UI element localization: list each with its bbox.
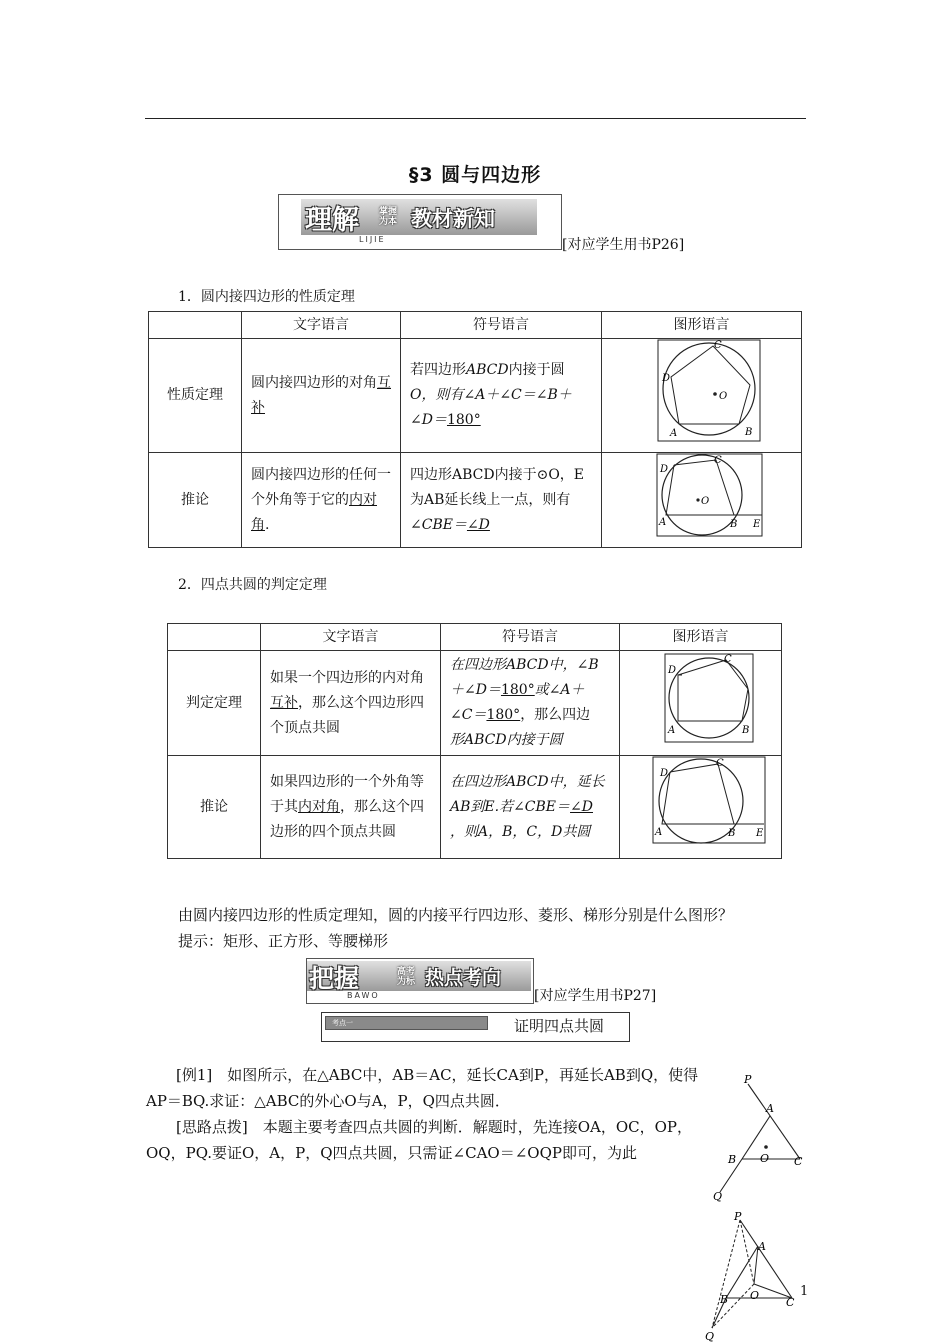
figure-concyclic-corollary (652, 756, 766, 844)
text-language-cell: 圆内接四边形的对角互补 (242, 339, 401, 453)
figure-exterior-angle (656, 453, 763, 537)
table-header-cell (168, 624, 261, 651)
center-label: O (719, 391, 728, 402)
text-language-cell: 如果四边形的一个外角等于其内对角，那么这个四边形的四个顶点共圆 (261, 756, 441, 859)
svg-text:D: D (660, 464, 669, 475)
row-label: 判定定理 (168, 651, 261, 756)
figure-concyclic-criterion (664, 653, 754, 743)
student-book-reference: [对应学生用书P26] (562, 237, 685, 253)
table-header-cell: 文字语言 (242, 312, 401, 339)
symbol-language-cell: 在四边形ABCD中，延长AB到E.若∠CBE＝∠D ，则A，B，C，D共圆 (441, 756, 620, 859)
row-label: 推论 (168, 756, 261, 859)
topic-tag: 考点一 (325, 1016, 488, 1030)
page-number: 1 (800, 1284, 809, 1299)
question-text: 由圆内接四边形的性质定理知，圆的内接平行四边形、菱形、梯形分别是什么图形？ (178, 906, 734, 924)
table-header-cell: 图形语言 (620, 624, 782, 651)
svg-text:C: C (786, 1296, 795, 1309)
svg-text:B: B (742, 725, 750, 736)
svg-text:O: O (760, 1152, 770, 1165)
svg-text:A: A (758, 1240, 766, 1253)
svg-text:P: P (744, 1073, 752, 1086)
svg-text:D: D (668, 665, 677, 676)
table-header-cell: 符号语言 (441, 624, 620, 651)
svg-text:C: C (716, 758, 724, 769)
page-title: §3 圆与四边形 (408, 164, 542, 186)
symbol-language-cell: 若四边形ABCD内接于圆 O，则有∠A＋∠C＝∠B＋ ∠D＝180° (401, 339, 602, 453)
svg-text:Q: Q (713, 1190, 723, 1203)
svg-text:O: O (750, 1289, 760, 1302)
svg-text:Q: Q (705, 1330, 715, 1343)
svg-text:A: A (655, 827, 663, 838)
svg-text:D: D (660, 768, 669, 779)
idea-text: [思路点拨] 本题主要考查四点共圆的判断．解题时，先连接OA，OC，OP，OQ，PQ.要证O，A，P，Q四点共圆，只需证∠CAO＝∠OQP即可，为此 (146, 1118, 693, 1162)
svg-text:C: C (794, 1155, 803, 1168)
vertex-label: B (745, 427, 753, 438)
text-language-cell: 圆内接四边形的任何一个外角等于它的内对角. (242, 453, 401, 548)
svg-text:B: B (728, 1153, 737, 1166)
topic-title: 证明四点共圆 (514, 1017, 605, 1035)
vertex-label: C (714, 340, 722, 351)
row-label: 推论 (149, 453, 242, 548)
row-label: 性质定理 (149, 339, 242, 453)
section-banner-grasp: 把握 高考 为标 热点考向 BAWO (306, 958, 534, 1004)
section-heading-1: 1．圆内接四边形的性质定理 (178, 289, 355, 305)
svg-text:E: E (753, 519, 761, 530)
section-banner-understand: 理解 掌握 为本 教材新知 LIJIE (278, 194, 562, 250)
topic-box (321, 1012, 630, 1042)
example-text: [例1] 如图所示，在△ABC中，AB＝AC，延长CA到P，再延长AB到Q，使得AP＝BQ.求证：△ABC的外心O与A，P，Q四点共圆． (146, 1066, 699, 1110)
section-heading-2: 2．四点共圆的判定定理 (178, 577, 327, 593)
symbol-language-cell: 四边形ABCD内接于⊙O，E为AB延长线上一点，则有 ∠CBE＝∠D (401, 453, 602, 548)
svg-text:B: B (720, 1293, 729, 1306)
symbol-language-cell: 在四边形ABCD中，∠B ＋∠D＝180°或∠A＋ ∠C＝180°，那么四边 形ABCD内接于圆 (441, 651, 620, 756)
svg-text:A: A (659, 517, 667, 528)
table-header-cell: 图形语言 (602, 312, 802, 339)
svg-text:O: O (701, 496, 710, 507)
figure-example-solution (700, 1210, 800, 1344)
figure-example-triangle (708, 1070, 808, 1205)
svg-text:E: E (756, 828, 764, 839)
table-header-cell (149, 312, 242, 339)
svg-text:P: P (734, 1210, 742, 1223)
vertex-label: D (662, 373, 671, 384)
svg-text:A: A (766, 1102, 774, 1115)
table-header-cell: 符号语言 (401, 312, 602, 339)
svg-text:B: B (730, 519, 738, 530)
vertex-label: A (670, 428, 678, 439)
svg-text:C: C (714, 455, 722, 466)
svg-text:A: A (668, 725, 676, 736)
text-language-cell: 如果一个四边形的内对角互补，那么这个四边形四个顶点共圆 (261, 651, 441, 756)
header-rule (145, 118, 806, 119)
svg-text:B: B (728, 828, 736, 839)
figure-inscribed-quadrilateral (657, 339, 761, 442)
table-header-cell: 文字语言 (261, 624, 441, 651)
svg-text:C: C (724, 654, 732, 665)
student-book-reference: [对应学生用书P27] (534, 988, 657, 1004)
hint-text: 提示：矩形、正方形、等腰梯形 (178, 932, 389, 950)
